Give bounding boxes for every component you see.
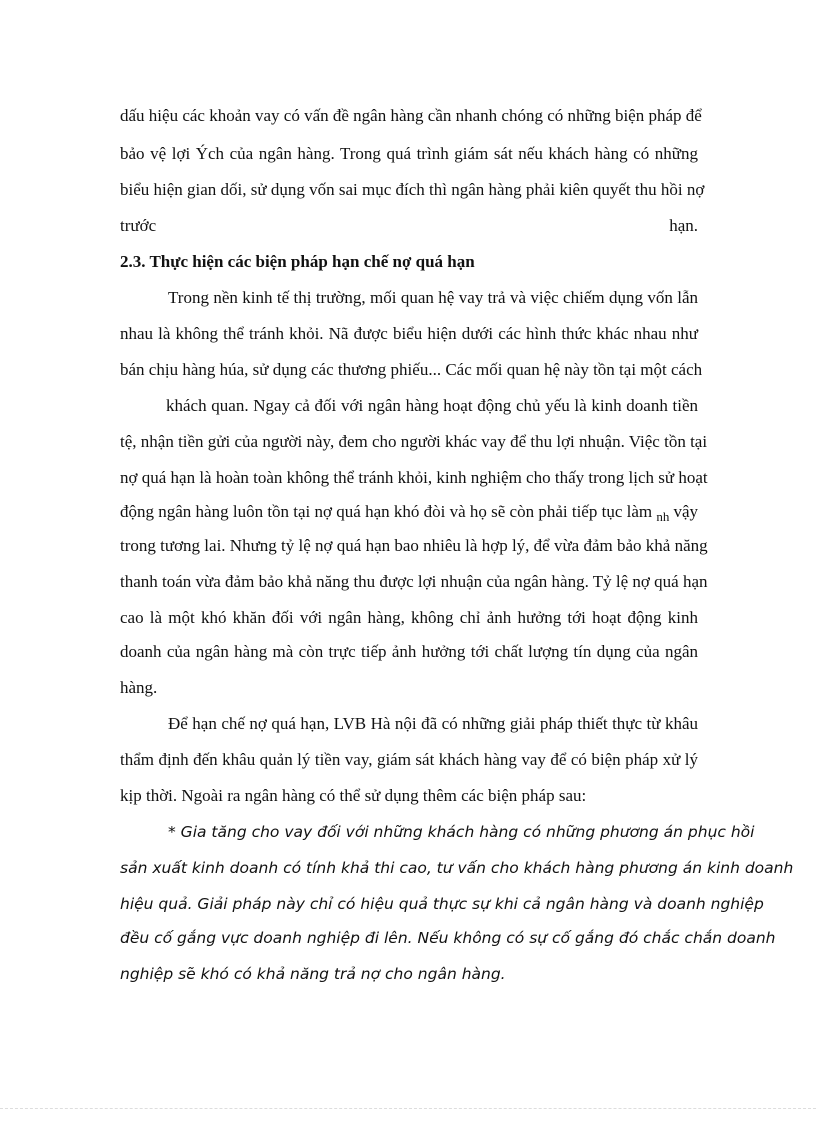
text-line: hàng. bbox=[120, 678, 158, 697]
text-line: cao là một khó khăn đối với ngân hàng, không chỉ ảnh hưởng tới hoạt động kinh bbox=[120, 608, 698, 627]
text-line: nợ quá hạn là hoàn toàn không thể tránh khỏi, kinh nghiệm cho thấy trong lịch sử hoạt bbox=[120, 468, 708, 487]
text-line: hiệu quả. Giải pháp này chỉ có hiệu quả thực sự khi cả ngân hàng và doanh nghiệp bbox=[120, 895, 764, 913]
text-fragment: nh bbox=[656, 509, 670, 524]
text-line: thẩm định đến khâu quản lý tiền vay, giám sát khách hàng vay để có biện pháp xử lý bbox=[120, 750, 698, 769]
text-line: nghiệp sẽ khó có khả năng trả nợ cho ngân hàng. bbox=[120, 965, 506, 983]
text-fragment: động ngân hàng luôn tồn tại nợ quá hạn khó đòi và họ sẽ còn phải tiếp tục làm bbox=[120, 502, 653, 521]
text-line: sản xuất kinh doanh có tính khả thi cao, tư vấn cho khách hàng phương án kinh doanh bbox=[120, 859, 794, 877]
text-line: kịp thời. Ngoài ra ngân hàng có thể sử dụng thêm các biện pháp sau: bbox=[120, 786, 587, 805]
text-line: nhau là không thể tránh khỏi. Nã được biểu hiện dưới các hình thức khác nhau như bbox=[120, 324, 698, 343]
text-line: đều cố gắng vực doanh nghiệp đi lên. Nếu không có sự cố gắng đó chắc chắn doanh bbox=[120, 929, 776, 947]
text-line: biểu hiện gian dối, sử dụng vốn sai mục đích thì ngân hàng phải kiên quyết thu hồi nợ bbox=[120, 180, 705, 199]
text-line: doanh của ngân hàng mà còn trực tiếp ảnh hưởng tới chất lượng tín dụng của ngân bbox=[120, 642, 698, 661]
text-line: bán chịu hàng húa, sử dụng các thương phiếu... Các mối quan hệ này tồn tại một cách bbox=[120, 360, 703, 379]
section-heading: 2.3. Thực hiện các biện pháp hạn chế nợ quá hạn bbox=[120, 252, 475, 271]
text-line: bảo vệ lợi Ých của ngân hàng. Trong quá trình giám sát nếu khách hàng có những bbox=[120, 144, 698, 163]
text-line: Trong nền kinh tế thị trường, mối quan hệ vay trả và việc chiếm dụng vốn lẫn bbox=[168, 288, 698, 307]
text-fragment bbox=[120, 500, 669, 525]
page-footer-divider bbox=[0, 1108, 816, 1109]
text-line: Để hạn chế nợ quá hạn, LVB Hà nội đã có những giải pháp thiết thực từ khâu bbox=[168, 714, 698, 733]
text-line: khách quan. Ngay cả đối với ngân hàng hoạt động chủ yếu là kinh doanh tiền bbox=[166, 396, 698, 415]
text-fragment: vậy bbox=[673, 502, 698, 521]
text-fragment: hạn. bbox=[669, 216, 698, 235]
text-line: thanh toán vừa đảm bảo khả năng thu được lợi nhuận của ngân hàng. Tỷ lệ nợ quá hạn bbox=[120, 572, 708, 591]
text-line: trong tương lai. Nhưng tỷ lệ nợ quá hạn bao nhiêu là hợp lý, để vừa đảm bảo khả năng bbox=[120, 536, 708, 555]
text-line bbox=[120, 500, 698, 525]
text-line: * Gia tăng cho vay đối với những khách hàng có những phương án phục hồi bbox=[168, 823, 755, 841]
text-line: dấu hiệu các khoản vay có vấn đề ngân hàng cần nhanh chóng có những biện pháp để bbox=[120, 106, 702, 125]
text-fragment: trước bbox=[120, 216, 157, 235]
text-line bbox=[120, 214, 698, 238]
text-line: tệ, nhận tiền gửi của người này, đem cho người khác vay để thu lợi nhuận. Việc tồn tại bbox=[120, 432, 708, 451]
